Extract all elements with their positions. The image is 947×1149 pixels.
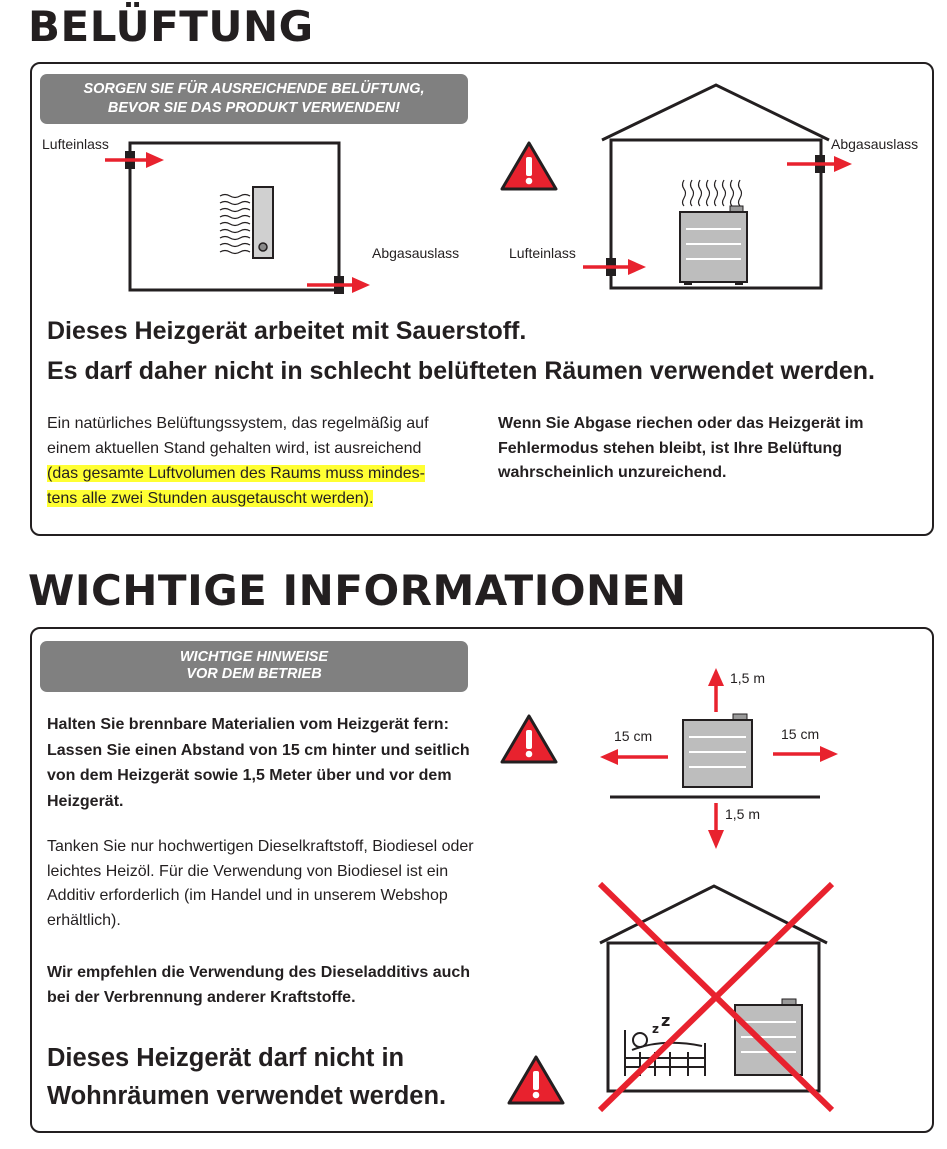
sleeping-person-icon: [625, 1030, 705, 1076]
additive-paragraph: Wir empfehlen die Verwendung des Dieseladditivs auch bei der Verbrennung anderer Kraftstoffe.: [47, 964, 471, 1006]
sleep-z-icon: z: [661, 1011, 671, 1030]
right-outlet-label: Abgasauslass: [831, 136, 919, 152]
section-title-wichtige-informationen: WICHTIGE INFORMATIONEN: [28, 566, 687, 615]
left-outlet-label: Abgasauslass: [372, 245, 460, 261]
warning-line-1: Dieses Heizgerät darf nicht in: [47, 1044, 405, 1072]
banner-line-1: SORGEN SIE FÜR AUSREICHENDE BELÜFTUNG,: [83, 81, 425, 97]
paragraph-plain-text: Ein natürliches Belüftungssystem, das regelmäßig auf einem aktuellen Stand gehalten wird, ist ausreichend: [47, 415, 429, 457]
section-title-belueftung: BELÜFTUNG: [28, 2, 314, 51]
clearance-right-label: 15 cm: [781, 726, 820, 742]
highlight-line-2: tens alle zwei Stunden ausgetauscht werden).: [47, 489, 374, 507]
fuel-paragraph: Tanken Sie nur hochwertigen Dieselkraftstoff, Biodiesel oder leichtes Heizöl. Für die Verwendung von Biodiesel ist ein Additiv erforderlich (im Handel und in unserem Webshop erhältlich).: [47, 838, 474, 929]
headline-line-1: Dieses Heizgerät arbeitet mit Sauerstoff.: [47, 317, 527, 345]
highlight-line-1: (das gesamte Luftvolumen des Raums muss mindes-: [47, 465, 425, 482]
right-inlet-label: Lufteinlass: [509, 245, 576, 261]
exhaust-warning-paragraph: Wenn Sie Abgase riechen oder das Heizgerät im Fehlermodus stehen bleibt, ist Ihre Belüftung wahrscheinlich unzureichend.: [498, 415, 864, 481]
banner-line-1: WICHTIGE HINWEISE: [179, 649, 329, 665]
clearance-bottom-label: 1,5 m: [725, 806, 761, 822]
banner-line-2: VOR DEM BETRIEB: [186, 666, 322, 682]
warning-line-2: Wohnräumen verwendet werden.: [47, 1082, 447, 1110]
left-inlet-label: Lufteinlass: [42, 136, 109, 152]
sleep-z-icon: z: [652, 1022, 659, 1036]
clearance-top-label: 1,5 m: [730, 670, 766, 686]
headline-line-2: Es darf daher nicht in schlecht belüfteten Räumen verwendet werden.: [47, 357, 875, 385]
banner-line-2: BEVOR SIE DAS PRODUKT VERWENDEN!: [107, 100, 401, 116]
clearance-left-label: 15 cm: [614, 728, 653, 744]
clearance-paragraph: Halten Sie brennbare Materialien vom Heizgerät fern: Lassen Sie einen Abstand von 15 cm hinter und seitlich von dem Heizgerät sowie 1,5 Meter über und vor dem Heizgerät.: [47, 716, 470, 810]
cross-icon: [600, 884, 832, 1110]
